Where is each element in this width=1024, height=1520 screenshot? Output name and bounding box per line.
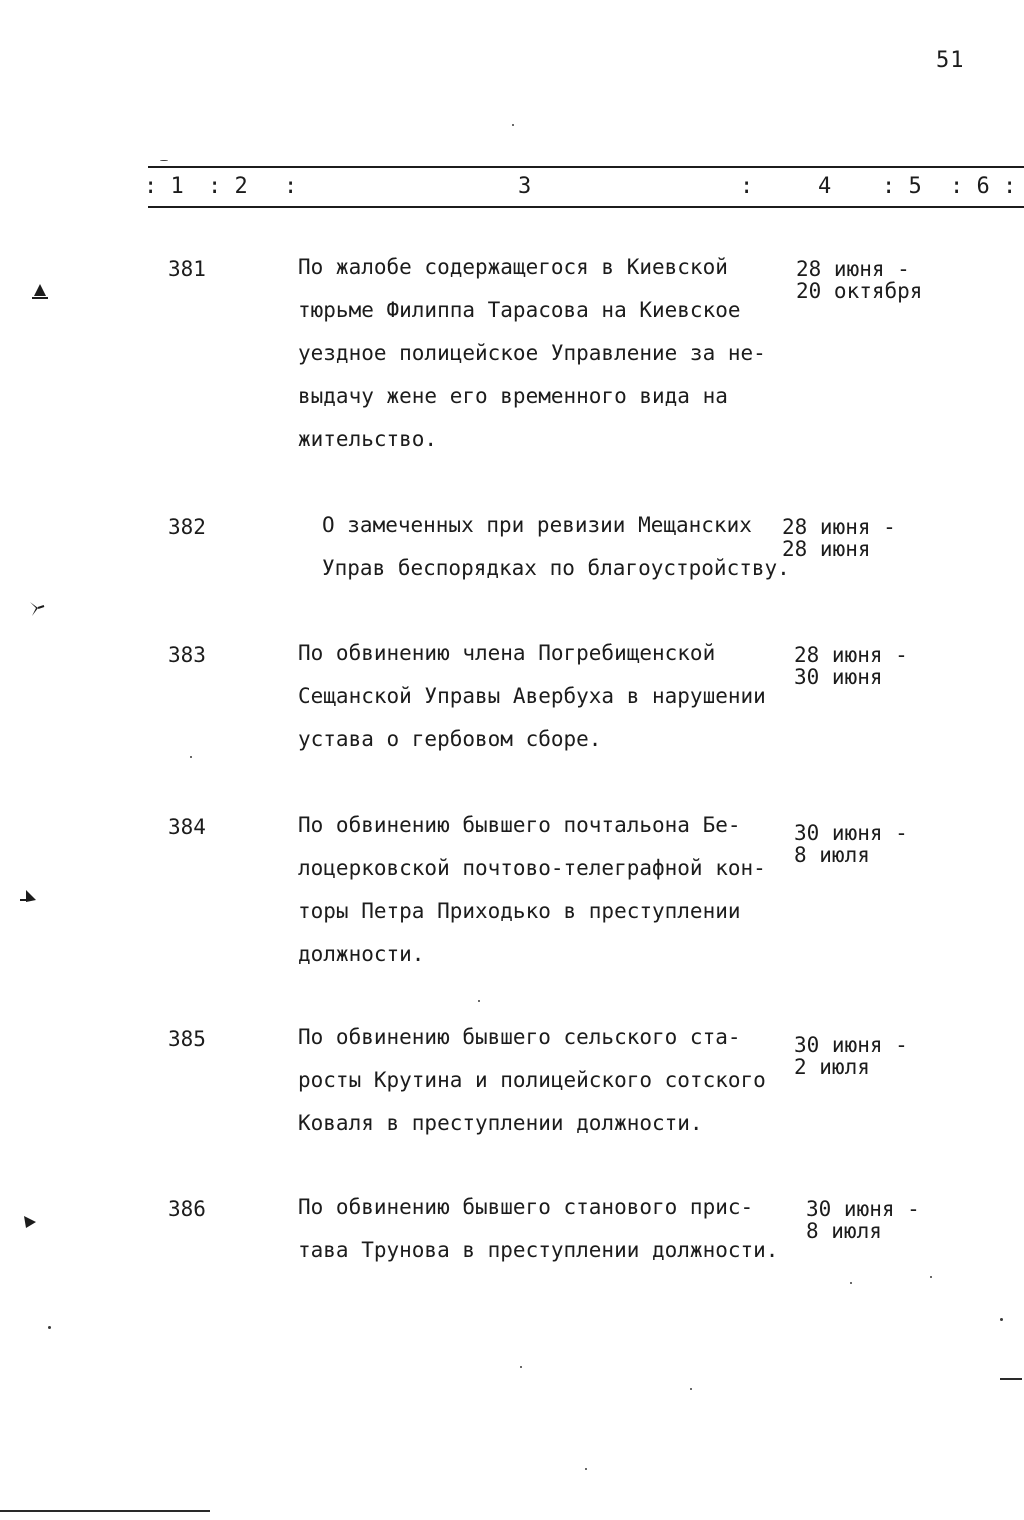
punch-mark-icon <box>20 888 40 908</box>
case-dates <box>794 822 908 866</box>
scan-speck <box>478 1000 480 1002</box>
column-header-separator-2: : <box>740 174 754 199</box>
scan-speck <box>520 1366 522 1368</box>
scan-speck <box>48 1326 51 1329</box>
date-start: 30 июня - <box>806 1197 920 1221</box>
date-end: 8 июля <box>794 843 870 867</box>
scan-speck <box>930 1276 932 1278</box>
date-end: 8 июля <box>806 1219 882 1243</box>
case-dates <box>794 644 908 688</box>
case-dates <box>794 1034 908 1078</box>
case-dates <box>782 516 896 560</box>
column-header-separator: : <box>284 174 298 199</box>
column-header-5: : 5 <box>882 174 922 199</box>
scan-speck <box>585 1468 587 1470</box>
column-header-6: : 6 : <box>950 174 1017 199</box>
case-description: По обвинению бывшего станового прис- тава Трунова в преступлении должности. <box>298 1195 779 1262</box>
margin-dash <box>1000 1378 1022 1380</box>
date-end: 28 июня <box>782 537 871 561</box>
date-start: 28 июня - <box>782 515 896 539</box>
case-description: По обвинению члена Погребищенской Сещанской Управы Авербуха в нарушении устава о гербовом сборе. <box>298 641 766 751</box>
page-edge-line <box>0 1510 210 1512</box>
case-description: О замеченных при ревизии Мещанских Управ беспорядках по благоустройству. <box>322 513 790 580</box>
case-description: По жалобе содержащегося в Киевской тюрьме Филиппа Тарасова на Киевское уездное полицейское Управление за не- выдачу жене его временного вида на жительство. <box>298 255 766 451</box>
date-start: 30 июня - <box>794 821 908 845</box>
scan-speck <box>190 756 192 758</box>
case-number: 386 <box>168 1197 206 1221</box>
scan-speck <box>1000 1318 1003 1321</box>
case-number: 385 <box>168 1027 206 1051</box>
date-start: 28 июня - <box>796 257 910 281</box>
case-description: По обвинению бывшего почтальона Бе- лоцерковской почтово-телеграфной кон- торы Петра Приходько в преступлении должности. <box>298 813 766 966</box>
scan-speck <box>850 1282 852 1284</box>
case-number: 382 <box>168 515 206 539</box>
date-end: 20 октября <box>796 279 923 303</box>
case-number: 383 <box>168 643 206 667</box>
column-header-4: 4 <box>818 174 832 199</box>
scan-speck <box>160 160 168 161</box>
page-number: 51 <box>936 48 965 73</box>
date-start: 28 июня - <box>794 643 908 667</box>
case-dates <box>796 258 922 302</box>
header-bottom-rule <box>148 206 1024 208</box>
column-header-3: 3 <box>518 174 532 199</box>
case-dates <box>806 1198 920 1242</box>
case-number: 384 <box>168 815 206 839</box>
date-end: 30 июня <box>794 665 883 689</box>
punch-mark-icon <box>20 1212 40 1232</box>
punch-mark-icon <box>26 598 46 618</box>
scan-speck <box>690 1388 692 1390</box>
case-number: 381 <box>168 257 206 281</box>
scan-speck <box>512 124 514 126</box>
header-top-rule <box>148 166 1024 168</box>
punch-mark-icon <box>30 282 50 302</box>
column-header-1: : 1 <box>144 174 184 199</box>
column-header-2: : 2 <box>208 174 248 199</box>
case-description: По обвинению бывшего сельского ста- росты Крутина и полицейского сотского Коваля в преступлении должности. <box>298 1025 766 1135</box>
date-start: 30 июня - <box>794 1033 908 1057</box>
date-end: 2 июля <box>794 1055 870 1079</box>
